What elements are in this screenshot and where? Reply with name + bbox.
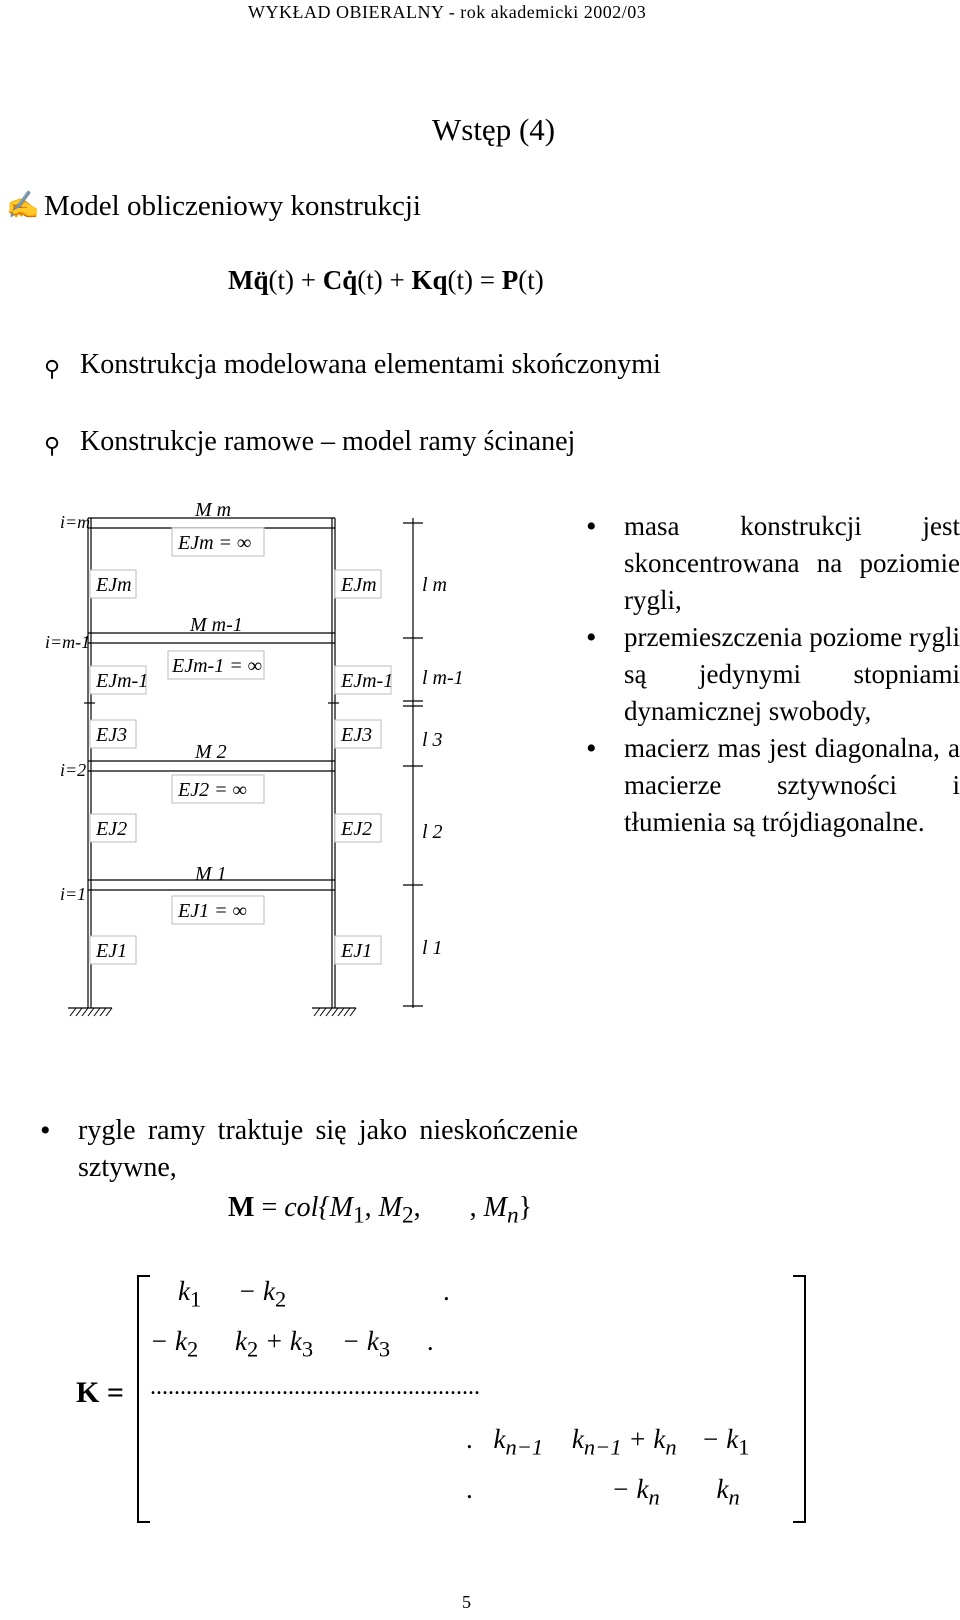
cell: . — [426, 1326, 434, 1356]
matrix-row-3: ....................................................... — [150, 1374, 480, 1400]
eq-K: K — [411, 265, 433, 295]
meq-s1: 1 — [352, 1202, 365, 1229]
matrix-row-4 — [466, 1424, 750, 1460]
meq-sep3: , — [469, 1192, 477, 1223]
eq-M: M — [228, 265, 254, 295]
item-frame: Konstrukcje ramowe – model ramy ścinanej — [80, 426, 576, 457]
storey-height: l m — [422, 574, 447, 596]
cell: + k — [264, 1326, 302, 1356]
meq-sep2: , — [413, 1192, 421, 1223]
cell: 2 — [274, 1286, 287, 1312]
column-stiffness: EJ2 — [96, 818, 128, 840]
storey-height: l 2 — [422, 821, 443, 843]
eq-t4: (t) — [518, 265, 544, 295]
eq-equals: = — [479, 265, 495, 295]
meq-eq: = — [261, 1192, 278, 1223]
stiffness-matrix-label — [76, 1376, 124, 1410]
eq-plus2: + — [389, 265, 405, 295]
column-stiffness: EJ1 — [341, 940, 373, 962]
cell: n−1 — [505, 1434, 544, 1460]
mass-label: M m — [195, 499, 232, 521]
list-item: • macierz mas jest diagonalna, a macierze sztywności i tłumienia są trójdiagonalne. — [586, 730, 960, 841]
beam-stiffness: EJm = ∞ — [178, 532, 252, 554]
mass-label: M 1 — [195, 863, 227, 885]
matrix-row-2 — [150, 1326, 434, 1362]
meq-lhs: M — [228, 1192, 255, 1223]
cell: + k — [628, 1424, 666, 1454]
circle-cross-icon: ⚲ — [44, 433, 61, 458]
eq-q: q — [432, 265, 448, 295]
mass-matrix-equation — [228, 1192, 532, 1230]
cell: − k — [611, 1474, 649, 1504]
cell: 1 — [189, 1286, 202, 1312]
cell: 2 — [186, 1336, 199, 1362]
meq-m2: M — [378, 1192, 402, 1223]
circle-cross-icon: ⚲ — [44, 356, 61, 381]
cell: 2 — [246, 1336, 259, 1362]
eq-t3: (t) — [447, 265, 474, 295]
mass-label: M m-1 — [190, 614, 243, 636]
column-stiffness: EJ3 — [341, 724, 373, 746]
cell: 3 — [378, 1336, 391, 1362]
cell: k — [178, 1276, 190, 1306]
cell: . — [442, 1276, 450, 1306]
item-fem: Konstrukcja modelowana elementami skończonymi — [80, 349, 661, 380]
page-number: 5 — [462, 1592, 471, 1612]
meq-mn: M — [483, 1192, 507, 1223]
eq-t1: (t) — [268, 265, 294, 295]
column-stiffness: EJm-1 — [96, 670, 149, 692]
cell: − k — [341, 1326, 379, 1356]
cell: k — [493, 1424, 506, 1454]
cell: . — [466, 1424, 473, 1454]
mass-label: M 2 — [195, 741, 227, 763]
level-label: i=1 — [60, 884, 87, 904]
cell: n — [648, 1484, 660, 1510]
column-stiffness: EJ1 — [96, 940, 128, 962]
cell: . — [466, 1474, 473, 1504]
meq-sep: , — [364, 1192, 372, 1223]
page-header: WYKŁAD OBIERALNY - rok akademicki 2002/03 — [248, 2, 647, 22]
cell: n — [728, 1484, 740, 1510]
column-stiffness: EJm — [341, 574, 377, 596]
storey-height: l 1 — [422, 937, 443, 959]
cell: k — [571, 1424, 584, 1454]
assumptions-list — [586, 508, 960, 841]
eq-P: P — [501, 265, 519, 295]
storey-height: l m-1 — [422, 667, 464, 689]
equation-of-motion — [228, 265, 544, 296]
eq-qd: q̇ — [342, 265, 358, 295]
cell: k — [234, 1326, 247, 1356]
beam-stiffness: EJ1 = ∞ — [178, 900, 247, 922]
beam-stiffness: EJm-1 = ∞ — [172, 655, 262, 677]
column-stiffness: EJ3 — [96, 724, 128, 746]
slide-title: Wstęp (4) — [432, 112, 556, 147]
meq-m1: M — [329, 1192, 353, 1223]
list-item: • przemieszczenia poziome rygli są jedynymi stopniami dynamicznej swobody, — [586, 619, 960, 730]
column-stiffness: EJm-1 — [341, 670, 394, 692]
cell: n−1 — [583, 1434, 622, 1460]
cell: 1 — [738, 1434, 750, 1460]
section-heading: Model obliczeniowy konstrukcji — [44, 190, 421, 222]
level-label: i=m-1 — [45, 632, 91, 652]
beam-stiffness: EJ2 = ∞ — [178, 779, 247, 801]
k-label: K = — [76, 1376, 124, 1409]
column-stiffness: EJm — [96, 574, 132, 596]
level-label: i=m — [60, 512, 91, 532]
list-item: • masa konstrukcji jest skoncentrowana na poziomie rygli, — [586, 508, 960, 619]
lower-bullet-text: rygle ramy traktuje się jako nieskończenie sztywne, — [78, 1115, 578, 1183]
shear-frame-diagram — [0, 488, 470, 1043]
cell: − k — [150, 1326, 187, 1356]
matrix-row-1 — [178, 1276, 450, 1312]
eq-qdd: q̈ — [253, 265, 269, 295]
eq-plus1: + — [300, 265, 316, 295]
eq-t2: (t) — [357, 265, 383, 295]
cell: 3 — [301, 1336, 314, 1362]
storey-height: l 3 — [422, 729, 443, 751]
cell: − k — [237, 1276, 275, 1306]
writing-hand-icon: ✍ — [6, 190, 40, 220]
eq-C: C — [322, 265, 343, 295]
bullet-icon: • — [40, 1114, 51, 1147]
cell: k — [716, 1474, 729, 1504]
meq-close: } — [518, 1192, 533, 1223]
meq-sn: n — [506, 1202, 519, 1229]
cell: − k — [701, 1424, 739, 1454]
column-stiffness: EJ2 — [341, 818, 373, 840]
meq-col: col{ — [284, 1192, 330, 1223]
level-label: i=2 — [60, 760, 87, 780]
cell: n — [665, 1434, 677, 1460]
matrix-row-5 — [466, 1474, 740, 1510]
meq-s2: 2 — [401, 1202, 414, 1229]
